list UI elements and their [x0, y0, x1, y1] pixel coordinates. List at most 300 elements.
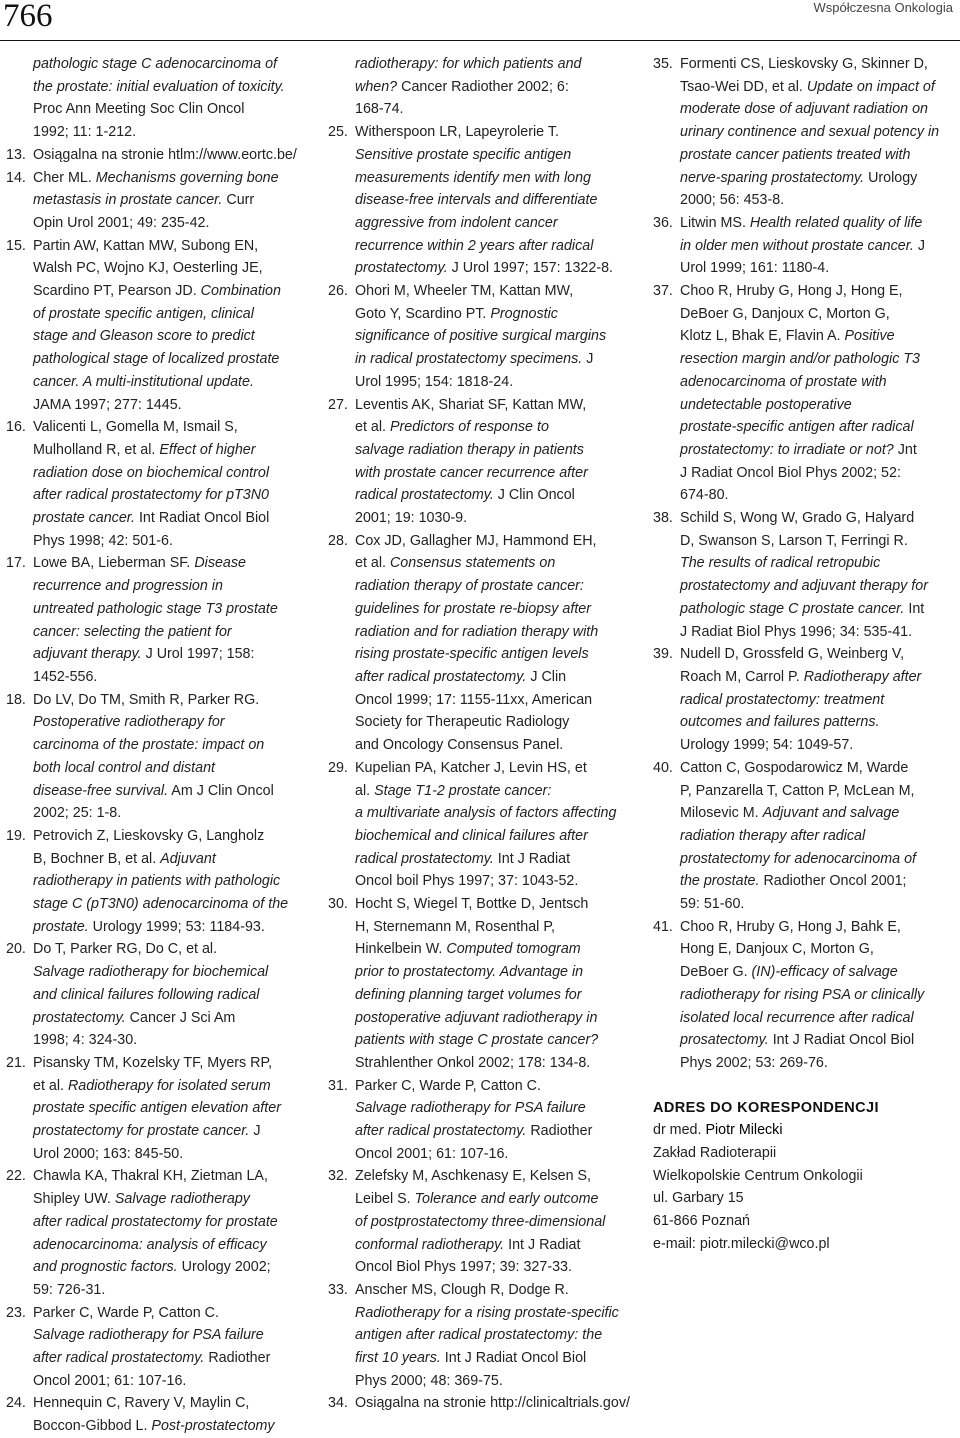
- reference-text: after radical prostatectomy for prostate: [33, 1213, 278, 1230]
- reference-line: [6, 643, 314, 666]
- reference-line: [328, 144, 636, 167]
- reference-text: B, Bochner B, et al.: [33, 850, 161, 867]
- reference-text: Scardino PT, Pearson JD.: [33, 283, 201, 300]
- reference-text: Cher ML.: [33, 169, 96, 186]
- reference-text: Phys 1998; 42: 501-6.: [33, 532, 173, 549]
- reference-line: [6, 1347, 314, 1370]
- reference-title-text: Prognostic: [490, 305, 558, 322]
- reference-text: Leibel S.: [355, 1191, 415, 1208]
- reference-line: [328, 189, 636, 212]
- reference-source-text: Int J Radiat Oncol Biol: [440, 1350, 587, 1367]
- reference-text: and prognostic factors.: [33, 1259, 178, 1276]
- reference-line: [653, 484, 956, 507]
- reference-line: [653, 144, 956, 167]
- reference-text: Hong E, Danjoux C, Morton G,: [680, 941, 874, 958]
- reference-text: prostatectomy.: [33, 1009, 126, 1026]
- reference-line: [653, 870, 956, 893]
- reference-source-text: J Clin: [526, 668, 567, 685]
- reference-text: Oncol 2001; 61: 107-16.: [33, 1372, 187, 1389]
- reference-text: radical prostatectomy.: [355, 487, 494, 504]
- reference-text: Osiągalna na stronie http://clinicaltrials.gov/: [355, 1395, 630, 1412]
- reference-line: [328, 825, 636, 848]
- journal-title: Współczesna Onkologia: [813, 0, 953, 15]
- reference-entry: [328, 757, 636, 893]
- reference-source-text: Cancer Radiother 2002; 6:: [397, 78, 569, 95]
- reference-text: of prostate specific antigen, clinical: [33, 305, 254, 322]
- reference-line: [6, 144, 314, 167]
- reference-line: [328, 325, 636, 348]
- address-line: Zakład Radioterapii: [653, 1145, 777, 1162]
- reference-number: 15.: [6, 237, 26, 254]
- reference-text: carcinoma of the prostate: impact on: [33, 737, 265, 754]
- reference-entry: [328, 394, 636, 530]
- reference-text: after radical prostatectomy for pT3N0: [33, 487, 269, 504]
- reference-text: Proc Ann Meeting Soc Clin Oncol: [33, 101, 245, 118]
- reference-line: [653, 1029, 956, 1052]
- reference-line: [328, 984, 636, 1007]
- reference-entry: [6, 53, 314, 144]
- reference-text: Phys 2000; 48: 369-75.: [355, 1372, 503, 1389]
- reference-text: Tsao-Wei DD, et al.: [680, 78, 807, 95]
- reference-line: [328, 530, 636, 553]
- reference-text: Kupelian PA, Katcher J, Levin HS, et: [355, 759, 587, 776]
- reference-line: [653, 76, 956, 99]
- reference-text: defining planning target volumes for: [355, 986, 582, 1003]
- reference-line: [328, 1256, 636, 1279]
- reference-line: [653, 825, 956, 848]
- reference-line: [6, 1075, 314, 1098]
- reference-text: when?: [355, 78, 398, 95]
- reference-entry: [6, 938, 314, 1052]
- reference-source-text: Urology 1999; 53: 1184-93.: [88, 918, 265, 935]
- reference-line: [6, 121, 314, 144]
- reference-line: [653, 552, 956, 575]
- reference-line: [328, 1165, 636, 1188]
- reference-text: in older men without prostate cancer.: [680, 237, 914, 254]
- reference-list-3: [653, 53, 956, 1075]
- reference-line: [328, 235, 636, 258]
- reference-text: in radical prostatectomy specimens.: [355, 351, 583, 368]
- reference-text: Oncol 1999; 17: 1155-11xx, American: [355, 691, 593, 708]
- reference-text: rising prostate-specific antigen levels: [355, 646, 589, 663]
- reference-text: Urol 2000; 163: 845-50.: [33, 1145, 184, 1162]
- reference-text: 1998; 4: 324-30.: [33, 1032, 138, 1049]
- reference-text: prostatectomy: to irradiate or not?: [680, 441, 894, 458]
- reference-text: patients with stage C prostate cancer?: [355, 1032, 599, 1049]
- reference-text: outcomes and failures patterns.: [680, 714, 880, 731]
- header-rule: [0, 40, 960, 41]
- reference-line: [6, 1188, 314, 1211]
- reference-number: 32.: [328, 1168, 348, 1185]
- reference-number: 41.: [653, 918, 673, 935]
- reference-text: Do LV, Do TM, Smith R, Parker RG.: [33, 691, 260, 708]
- reference-line: [6, 189, 314, 212]
- reference-line: [6, 507, 314, 530]
- reference-line: [328, 1007, 636, 1030]
- reference-text: metastasis in prostate cancer.: [33, 192, 223, 209]
- reference-text: Hocht S, Wiegel T, Bottke D, Jentsch: [355, 896, 589, 913]
- reference-line: [328, 439, 636, 462]
- reference-line: [328, 53, 636, 76]
- reference-text: 59: 726-31.: [33, 1281, 106, 1298]
- reference-column-2: [328, 53, 636, 1415]
- reference-title-text: Salvage radiotherapy: [114, 1191, 250, 1208]
- reference-number: 34.: [328, 1395, 348, 1412]
- reference-text: radiation therapy after radical: [680, 827, 866, 844]
- reference-text: significance of positive surgical margins: [355, 328, 607, 345]
- reference-entry: [328, 280, 636, 394]
- reference-text: stage and Gleason score to predict: [33, 328, 255, 345]
- reference-number: 38.: [653, 510, 673, 527]
- reference-number: 13.: [6, 146, 26, 163]
- reference-text: Milosevic M.: [680, 805, 763, 822]
- reference-line: [653, 53, 956, 76]
- reference-text: Urology 1999; 54: 1049-57.: [680, 737, 854, 754]
- reference-entry: [653, 757, 956, 916]
- reference-number: 39.: [653, 646, 673, 663]
- reference-line: [6, 598, 314, 621]
- reference-text: Mulholland R, et al.: [33, 441, 160, 458]
- reference-text: Leventis AK, Shariat SF, Kattan MW,: [355, 396, 587, 413]
- reference-line: [653, 938, 956, 961]
- reference-line: [653, 621, 956, 644]
- reference-line: [6, 1097, 314, 1120]
- reference-line: [328, 961, 636, 984]
- reference-title-text: Consensus statements on: [389, 555, 556, 572]
- reference-entry: [653, 212, 956, 280]
- reference-line: [653, 98, 956, 121]
- reference-line: [653, 416, 956, 439]
- reference-line: [6, 916, 314, 939]
- reference-line: [6, 1143, 314, 1166]
- reference-text: Catton C, Gospodarowicz M, Warde: [680, 759, 909, 776]
- reference-text: measurements identify men with long: [355, 169, 592, 186]
- reference-line: [328, 666, 636, 689]
- reference-text: radical prostatectomy: treatment: [680, 691, 885, 708]
- reference-source-text: J Urol 1997; 157: 1322-8.: [447, 260, 614, 277]
- reference-entry: [6, 1052, 314, 1166]
- reference-line: [6, 1256, 314, 1279]
- reference-title-text: Effect of higher: [159, 441, 256, 458]
- reference-text: prostatectomy and adjuvant therapy for: [680, 578, 928, 595]
- reference-line: [6, 530, 314, 553]
- reference-line: [6, 371, 314, 394]
- reference-line: [653, 167, 956, 190]
- reference-text: the prostate.: [680, 873, 760, 890]
- reference-text: a multivariate analysis of factors affecting: [355, 805, 617, 822]
- reference-text: antigen after radical prostatectomy: the: [355, 1327, 603, 1344]
- reference-text: Parker C, Warde P, Catton C.: [33, 1304, 219, 1321]
- reference-text: P, Panzarella T, Catton P, McLean M,: [680, 782, 915, 799]
- reference-number: 19.: [6, 827, 26, 844]
- reference-text: Osiągalna na stronie htlm://www.eortc.be/: [33, 146, 297, 163]
- reference-entry: [653, 916, 956, 1075]
- reference-source-text: J: [249, 1123, 261, 1140]
- reference-line: [653, 848, 956, 871]
- reference-text: disease-free survival.: [33, 782, 169, 799]
- reference-title-text: Update on impact of: [806, 78, 935, 95]
- reference-text: adenocarcinoma: analysis of efficacy: [33, 1236, 267, 1253]
- reference-number: 27.: [328, 396, 348, 413]
- reference-line: [6, 98, 314, 121]
- reference-number: 36.: [653, 214, 673, 231]
- reference-entry: [328, 121, 636, 280]
- reference-text: Roach M, Carrol P.: [680, 668, 804, 685]
- reference-line: [653, 734, 956, 757]
- reference-text: J Radiat Oncol Biol Phys 2002; 52:: [680, 464, 901, 481]
- reference-line: [328, 916, 636, 939]
- reference-number: 30.: [328, 896, 348, 913]
- reference-text: recurrence within 2 years after radical: [355, 237, 594, 254]
- reference-source-text: J Clin Oncol: [493, 487, 575, 504]
- reference-number: 29.: [328, 759, 348, 776]
- reference-line: [653, 666, 956, 689]
- reference-text: with prostate cancer recurrence after: [355, 464, 588, 481]
- reference-line: [328, 416, 636, 439]
- reference-text: 2000; 56: 453-8.: [680, 192, 785, 209]
- reference-line: [653, 212, 956, 235]
- reference-line: [6, 938, 314, 961]
- reference-text: DeBoer G, Danjoux C, Morton G,: [680, 305, 890, 322]
- address-line: 61-866 Poznań: [653, 1213, 750, 1230]
- reference-text: prostate-specific antigen after radical: [680, 419, 914, 436]
- reference-line: [653, 961, 956, 984]
- reference-text: et al.: [355, 555, 390, 572]
- reference-line: [328, 348, 636, 371]
- reference-line: [6, 780, 314, 803]
- reference-text: Anscher MS, Clough R, Dodge R.: [355, 1281, 569, 1298]
- reference-line: [328, 1324, 636, 1347]
- reference-entry: [6, 689, 314, 825]
- reference-line: [653, 643, 956, 666]
- reference-entry: [328, 1165, 636, 1279]
- reference-text: Witherspoon LR, Lapeyrolerie T.: [355, 124, 559, 141]
- reference-text: et al.: [355, 419, 390, 436]
- reference-text: pathological stage of localized prostate: [33, 351, 280, 368]
- reference-line: [328, 257, 636, 280]
- reference-text: Salvage radiotherapy for PSA failure: [355, 1100, 586, 1117]
- reference-line: [6, 984, 314, 1007]
- reference-text: Oncol Biol Phys 1997; 39: 327-33.: [355, 1259, 572, 1276]
- reference-line: [653, 121, 956, 144]
- reference-text: Formenti CS, Lieskovsky G, Skinner D,: [680, 56, 928, 72]
- reference-number: 21.: [6, 1054, 26, 1071]
- reference-text: and clinical failures following radical: [33, 986, 260, 1003]
- reference-line: [653, 711, 956, 734]
- address-name-line: [653, 1119, 956, 1142]
- reference-source-text: J: [582, 351, 594, 368]
- reference-line: [328, 1370, 636, 1393]
- reference-text: 168-74.: [355, 101, 404, 118]
- reference-line: [653, 1007, 956, 1030]
- reference-title-text: Predictors of response to: [389, 419, 549, 436]
- reference-text: radiation dose on biochemical control: [33, 464, 270, 481]
- reference-entry: [6, 552, 314, 688]
- reference-line: [653, 984, 956, 1007]
- reference-text: 2002; 25: 1-8.: [33, 805, 122, 822]
- reference-text: Strahlenther Onkol 2002; 178: 134-8.: [355, 1054, 591, 1071]
- reference-text: Hinkelbein W.: [355, 941, 447, 958]
- reference-line: [6, 325, 314, 348]
- reference-text: after radical prostatectomy.: [33, 1350, 205, 1367]
- reference-source-text: Int: [904, 600, 925, 617]
- reference-entry: [653, 280, 956, 507]
- reference-text: Opin Urol 2001; 49: 235-42.: [33, 214, 210, 231]
- reference-line: [328, 1211, 636, 1234]
- reference-source-text: Radiother: [526, 1123, 593, 1140]
- reference-line: [6, 757, 314, 780]
- address-line: ul. Garbary 15: [653, 1190, 744, 1207]
- reference-column-3: [653, 53, 956, 1256]
- reference-line: [328, 1347, 636, 1370]
- reference-line: [653, 507, 956, 530]
- reference-line: [328, 371, 636, 394]
- reference-line: [6, 212, 314, 235]
- reference-line: [6, 1120, 314, 1143]
- reference-line: [328, 1302, 636, 1325]
- reference-line: [328, 1029, 636, 1052]
- reference-entry: [328, 530, 636, 757]
- reference-line: [328, 575, 636, 598]
- address-email: e-mail: piotr.milecki@wco.pl: [653, 1235, 830, 1252]
- reference-text: The results of radical retropubic: [680, 555, 881, 572]
- reference-line: [653, 257, 956, 280]
- reference-text: Hennequin C, Ravery V, Maylin C,: [33, 1395, 250, 1412]
- reference-line: [6, 711, 314, 734]
- reference-line: [653, 1052, 956, 1075]
- reference-line: [6, 870, 314, 893]
- reference-text: al.: [355, 782, 375, 799]
- reference-text: 1452-556.: [33, 668, 98, 685]
- reference-title-text: (IN)-efficacy of salvage: [751, 964, 898, 981]
- reference-number: 18.: [6, 691, 26, 708]
- reference-line: [653, 802, 956, 825]
- reference-text: Oncol boil Phys 1997; 37: 1043-52.: [355, 873, 579, 890]
- reference-text: prosatectomy.: [680, 1032, 769, 1049]
- reference-text: prostatectomy for prostate cancer.: [33, 1123, 250, 1140]
- reference-text: undetectable postoperative: [680, 396, 852, 413]
- reference-text: 674-80.: [680, 487, 729, 504]
- reference-text: prostate.: [33, 918, 89, 935]
- reference-source-text: J: [913, 237, 926, 254]
- reference-text: Lowe BA, Lieberman SF.: [33, 555, 195, 572]
- reference-source-text: Int Radiat Oncol Biol: [134, 510, 270, 527]
- reference-text: radiotherapy: for which patients and: [355, 56, 582, 72]
- reference-line: [6, 348, 314, 371]
- reference-line: [6, 1302, 314, 1325]
- reference-line: [328, 552, 636, 575]
- reference-line: [6, 439, 314, 462]
- reference-text: adenocarcinoma of prostate with: [680, 373, 887, 390]
- reference-line: [653, 303, 956, 326]
- reference-text: after radical prostatectomy.: [355, 668, 527, 685]
- reference-line: [653, 371, 956, 394]
- reference-line: [328, 757, 636, 780]
- reference-number: 31.: [328, 1077, 348, 1094]
- reference-source-text: Radiother: [204, 1350, 271, 1367]
- address-heading: ADRES DO KORESPONDENCJI: [653, 1099, 879, 1116]
- reference-text: Petrovich Z, Lieskovsky G, Langholz: [33, 827, 265, 844]
- reference-entry: [653, 643, 956, 757]
- reference-line: [6, 825, 314, 848]
- reference-text: DeBoer G.: [680, 964, 752, 981]
- reference-title-text: Combination: [200, 283, 281, 300]
- reference-text: JAMA 1997; 277: 1445.: [33, 396, 182, 413]
- reference-entry: [328, 893, 636, 1075]
- reference-line: [6, 257, 314, 280]
- reference-text: J Radiat Biol Phys 1996; 34: 535-41.: [680, 623, 913, 640]
- reference-source-text: Curr: [222, 192, 255, 209]
- reference-text: Radiotherapy for a rising prostate-specific: [355, 1304, 619, 1321]
- reference-text: radical prostatectomy.: [355, 850, 494, 867]
- reference-line: [6, 689, 314, 712]
- reference-line: [653, 235, 956, 258]
- reference-text: untreated pathologic stage T3 prostate: [33, 600, 278, 617]
- reference-text: Walsh PC, Wojno KJ, Oesterling JE,: [33, 260, 263, 277]
- reference-line: [328, 643, 636, 666]
- reference-title-text: Radiotherapy for isolated serum: [67, 1077, 271, 1094]
- reference-line: [328, 280, 636, 303]
- reference-line: [653, 689, 956, 712]
- reference-line: [328, 848, 636, 871]
- reference-title-text: Positive: [844, 328, 895, 345]
- reference-line: [328, 711, 636, 734]
- reference-line: [6, 1392, 314, 1415]
- reference-line: [6, 416, 314, 439]
- reference-number: 22.: [6, 1168, 26, 1185]
- reference-source-text: J Urol 1997; 158:: [141, 646, 255, 663]
- reference-text: Urol 1995; 154: 1818-24.: [355, 373, 514, 390]
- reference-number: 33.: [328, 1281, 348, 1298]
- reference-line: [6, 1165, 314, 1188]
- reference-line: [328, 98, 636, 121]
- reference-line: [328, 938, 636, 961]
- reference-text: 1992; 11: 1-212.: [33, 124, 137, 141]
- reference-text: Shipley UW.: [33, 1191, 115, 1208]
- reference-text: Parker C, Warde P, Catton C.: [355, 1077, 541, 1094]
- reference-line: [328, 1279, 636, 1302]
- reference-text: Salvage radiotherapy for PSA failure: [33, 1327, 264, 1344]
- reference-entry: [328, 1392, 636, 1415]
- reference-line: [6, 575, 314, 598]
- reference-entry: [328, 53, 636, 121]
- reference-line: [328, 1052, 636, 1075]
- reference-number: 35.: [653, 56, 673, 72]
- reference-line: [6, 167, 314, 190]
- reference-line: [653, 916, 956, 939]
- reference-text: Do T, Parker RG, Do C, et al.: [33, 941, 218, 958]
- reference-entry: [6, 144, 314, 167]
- reference-line: [6, 1029, 314, 1052]
- reference-line: [6, 1279, 314, 1302]
- reference-line: [328, 1143, 636, 1166]
- reference-number: 25.: [328, 124, 348, 141]
- reference-line: [328, 1120, 636, 1143]
- reference-line: [653, 348, 956, 371]
- reference-source-text: Urology 2002;: [177, 1259, 271, 1276]
- reference-text: postoperative adjuvant radiotherapy in: [355, 1009, 598, 1026]
- reference-text: prior to prostatectomy. Advantage in: [355, 964, 584, 981]
- reference-line: [653, 325, 956, 348]
- reference-line: [6, 552, 314, 575]
- reference-number: 17.: [6, 555, 26, 572]
- reference-line: [6, 621, 314, 644]
- reference-line: [328, 802, 636, 825]
- reference-entry: [653, 53, 956, 212]
- reference-text: radiotherapy in patients with pathologic: [33, 873, 281, 890]
- reference-entry: [6, 1392, 314, 1437]
- reference-text: 59: 51-60.: [680, 896, 745, 913]
